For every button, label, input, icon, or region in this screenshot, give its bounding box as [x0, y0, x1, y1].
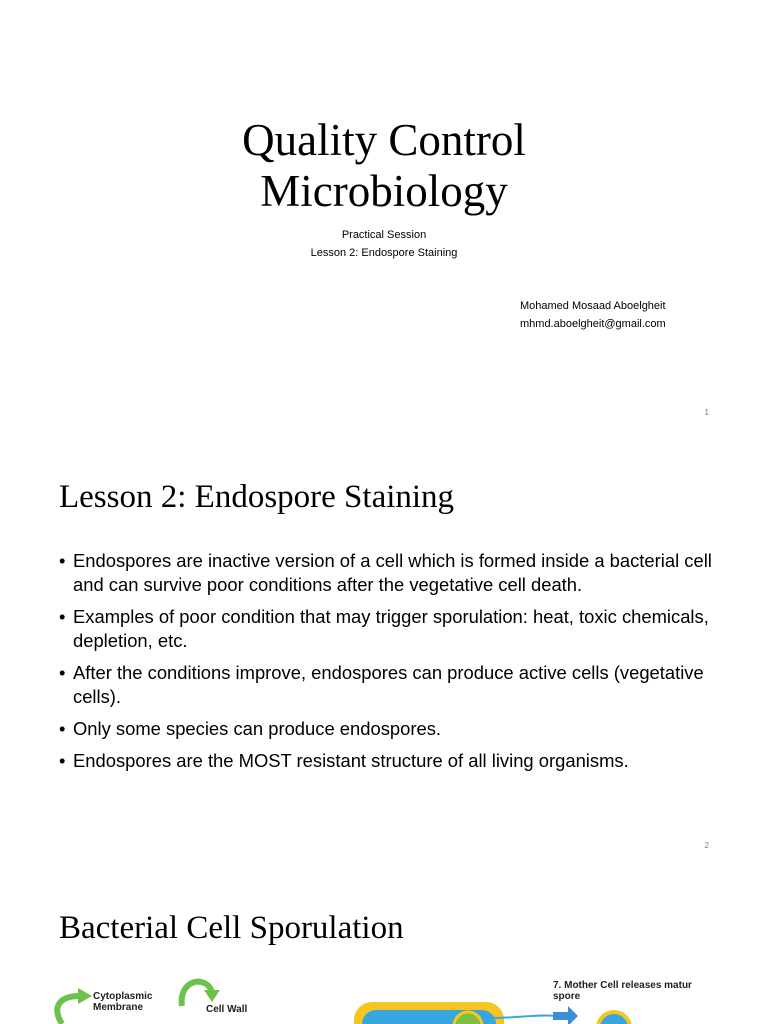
- released-spore-shape: [598, 1012, 630, 1024]
- author-email[interactable]: mhmd.aboelgheit@gmail.com: [520, 318, 666, 330]
- bullet-item: • Endospores are the MOST resistant structure of all living organisms.: [59, 749, 719, 773]
- bullet-item: • Only some species can produce endospores.: [59, 717, 719, 741]
- label-step-7: 7. Mother Cell releases matur spore: [553, 980, 692, 1002]
- author-name: Mohamed Mosaad Aboelgheit: [520, 300, 666, 312]
- slide-title: Lesson 2: Endospore Staining: [59, 479, 455, 515]
- green-arrow-icon: [57, 996, 80, 1024]
- label-cytoplasmic-membrane: Cytoplasmic Membrane: [93, 991, 153, 1013]
- page-number: 1: [704, 408, 709, 417]
- green-arrowhead-icon: [78, 988, 92, 1004]
- slide-title: Bacterial Cell Sporulation: [59, 910, 404, 946]
- title-line-2: Microbiology: [260, 166, 508, 216]
- sporulation-diagram: [0, 966, 768, 1024]
- title-line-1: Quality Control: [242, 115, 526, 165]
- bullet-list: [59, 549, 719, 781]
- green-arrowhead-icon: [204, 990, 220, 1002]
- lesson-slide: [0, 433, 768, 866]
- blue-arrow-icon: [553, 1006, 578, 1024]
- page-number: 2: [704, 841, 709, 850]
- sporulation-slide: [0, 866, 768, 1024]
- subtitle-lesson: Lesson 2: Endospore Staining: [310, 247, 458, 259]
- bullet-item: • Examples of poor condition that may trigger sporulation: heat, toxic chemicals, depletion, etc.: [59, 605, 719, 653]
- bullet-item: • After the conditions improve, endospores can produce active cells (vegetative cells).: [59, 661, 719, 709]
- subtitle-session: Practical Session: [341, 229, 427, 241]
- label-cell-wall: Cell Wall: [206, 1004, 248, 1015]
- bullet-item: • Endospores are inactive version of a cell which is formed inside a bacterial cell and can survive poor conditions after the vegetative cell death.: [59, 549, 719, 597]
- presentation-title: [0, 115, 768, 217]
- title-slide: [0, 0, 768, 433]
